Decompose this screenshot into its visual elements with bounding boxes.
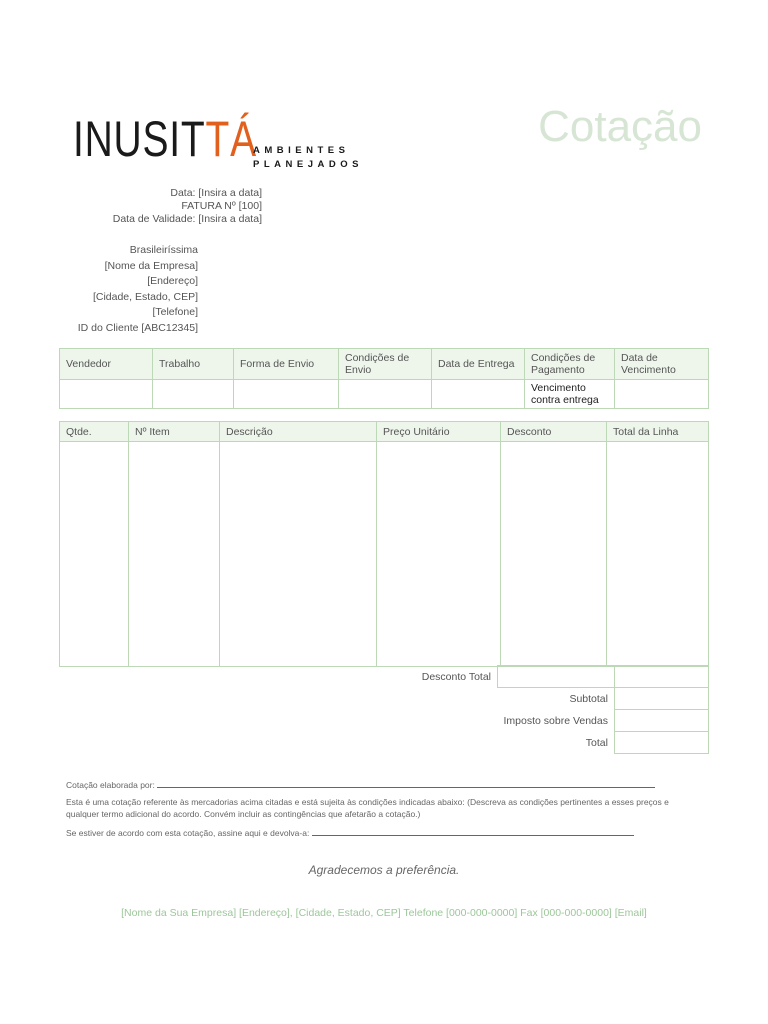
prepared-by-signature-line[interactable] <box>157 779 655 788</box>
valid-until: Data de Validade: [Insira a data] <box>112 213 262 225</box>
client-city: [Cidade, Estado, CEP] <box>92 290 198 303</box>
header-unit-price: Preço Unitário <box>377 422 501 442</box>
tax-row <box>59 710 709 732</box>
cell-seller[interactable] <box>60 380 153 409</box>
header-item-number: Nº Item <box>129 422 220 442</box>
subtotal-label: Subtotal <box>569 692 608 705</box>
thank-you-text: Agradecemos a preferência. <box>308 863 460 877</box>
header-payment-terms: Condições de Pagamento <box>525 349 615 380</box>
quote-date: Data: [Insira a data] <box>170 187 262 199</box>
items-table <box>59 421 709 667</box>
client-name: Brasileiríssima <box>129 244 198 256</box>
cell-line-total[interactable] <box>607 442 709 667</box>
company-contact-line: [Nome da Sua Empresa] [Endereço], [Cidade, Estado, CEP] Telefone [000-000-0000] Fax [000-000-0000] [Email] <box>121 907 647 919</box>
shipping-row <box>60 380 709 409</box>
header-seller: Vendedor <box>60 349 153 380</box>
shipping-header-row <box>60 349 709 380</box>
cell-delivery-date[interactable] <box>432 380 525 409</box>
invoice-number: FATURA Nº [100] <box>181 200 262 212</box>
header-job: Trabalho <box>153 349 234 380</box>
header-description: Descrição <box>220 422 377 442</box>
items-body-row <box>60 442 709 667</box>
cell-payment-terms[interactable]: Vencimento contra entrega <box>525 380 615 409</box>
company-logo <box>73 100 363 172</box>
accept-signature-line[interactable] <box>312 827 634 836</box>
total-value[interactable] <box>614 732 708 754</box>
prepared-by-label: Cotação elaborada por: <box>66 780 155 790</box>
quote-meta <box>113 187 262 226</box>
header-shipping-terms: Condições de Envio <box>339 349 432 380</box>
logo-tagline-1: AMBIENTES <box>253 145 350 156</box>
cell-unit-price[interactable] <box>377 442 501 667</box>
cell-shipping-method[interactable] <box>234 380 339 409</box>
total-label: Total <box>585 736 608 749</box>
logo-wordmark: INUSITTÁ <box>73 111 257 167</box>
cell-qty[interactable] <box>60 442 129 667</box>
discount-total-line-value[interactable] <box>614 666 708 688</box>
header-delivery-date: Data de Entrega <box>432 349 525 380</box>
client-phone: [Telefone] <box>152 306 198 318</box>
client-block <box>78 243 198 336</box>
cell-discount[interactable] <box>501 442 607 667</box>
prepared-by-line <box>66 779 686 792</box>
tax-label: Imposto sobre Vendas <box>503 714 608 727</box>
client-company: [Nome da Empresa] <box>104 259 198 272</box>
cell-job[interactable] <box>153 380 234 409</box>
client-id: ID do Cliente [ABC12345] <box>77 321 198 334</box>
totals-table <box>59 665 709 754</box>
items-header-row <box>60 422 709 442</box>
accept-line <box>66 827 686 840</box>
header-line-total: Total da Linha <box>607 422 709 442</box>
accept-label: Se estiver de acordo com esta cotação, assine aqui e devolva-a: <box>66 828 310 838</box>
tax-value[interactable] <box>614 710 708 732</box>
terms-text: Esta é uma cotação referente às mercadorias acima citadas e está sujeita às condições indicadas abaixo: (Descreva as condições pertinentes a esses preços e qualquer termo adicional do acordo. Convém incluir as contingências que afetarão a cotação.) <box>66 797 669 819</box>
subtotal-row <box>59 688 709 710</box>
logo-tagline-2: PLANEJADOS <box>253 159 363 170</box>
header-shipping-method: Forma de Envio <box>234 349 339 380</box>
header-due-date: Data de Vencimento <box>615 349 709 380</box>
discount-total-row <box>59 666 709 688</box>
document-title: Cotação <box>538 102 702 151</box>
cell-description[interactable] <box>220 442 377 667</box>
discount-total-value[interactable] <box>498 666 615 688</box>
total-row <box>59 732 709 754</box>
header-discount: Desconto <box>501 422 607 442</box>
client-address: [Endereço] <box>147 275 198 287</box>
cell-item-number[interactable] <box>129 442 220 667</box>
discount-total-label: Desconto Total <box>421 670 491 683</box>
header-qty: Qtde. <box>60 422 129 442</box>
subtotal-value[interactable] <box>614 688 708 710</box>
cell-due-date[interactable] <box>615 380 709 409</box>
cell-shipping-terms[interactable] <box>339 380 432 409</box>
shipping-table <box>59 348 709 409</box>
